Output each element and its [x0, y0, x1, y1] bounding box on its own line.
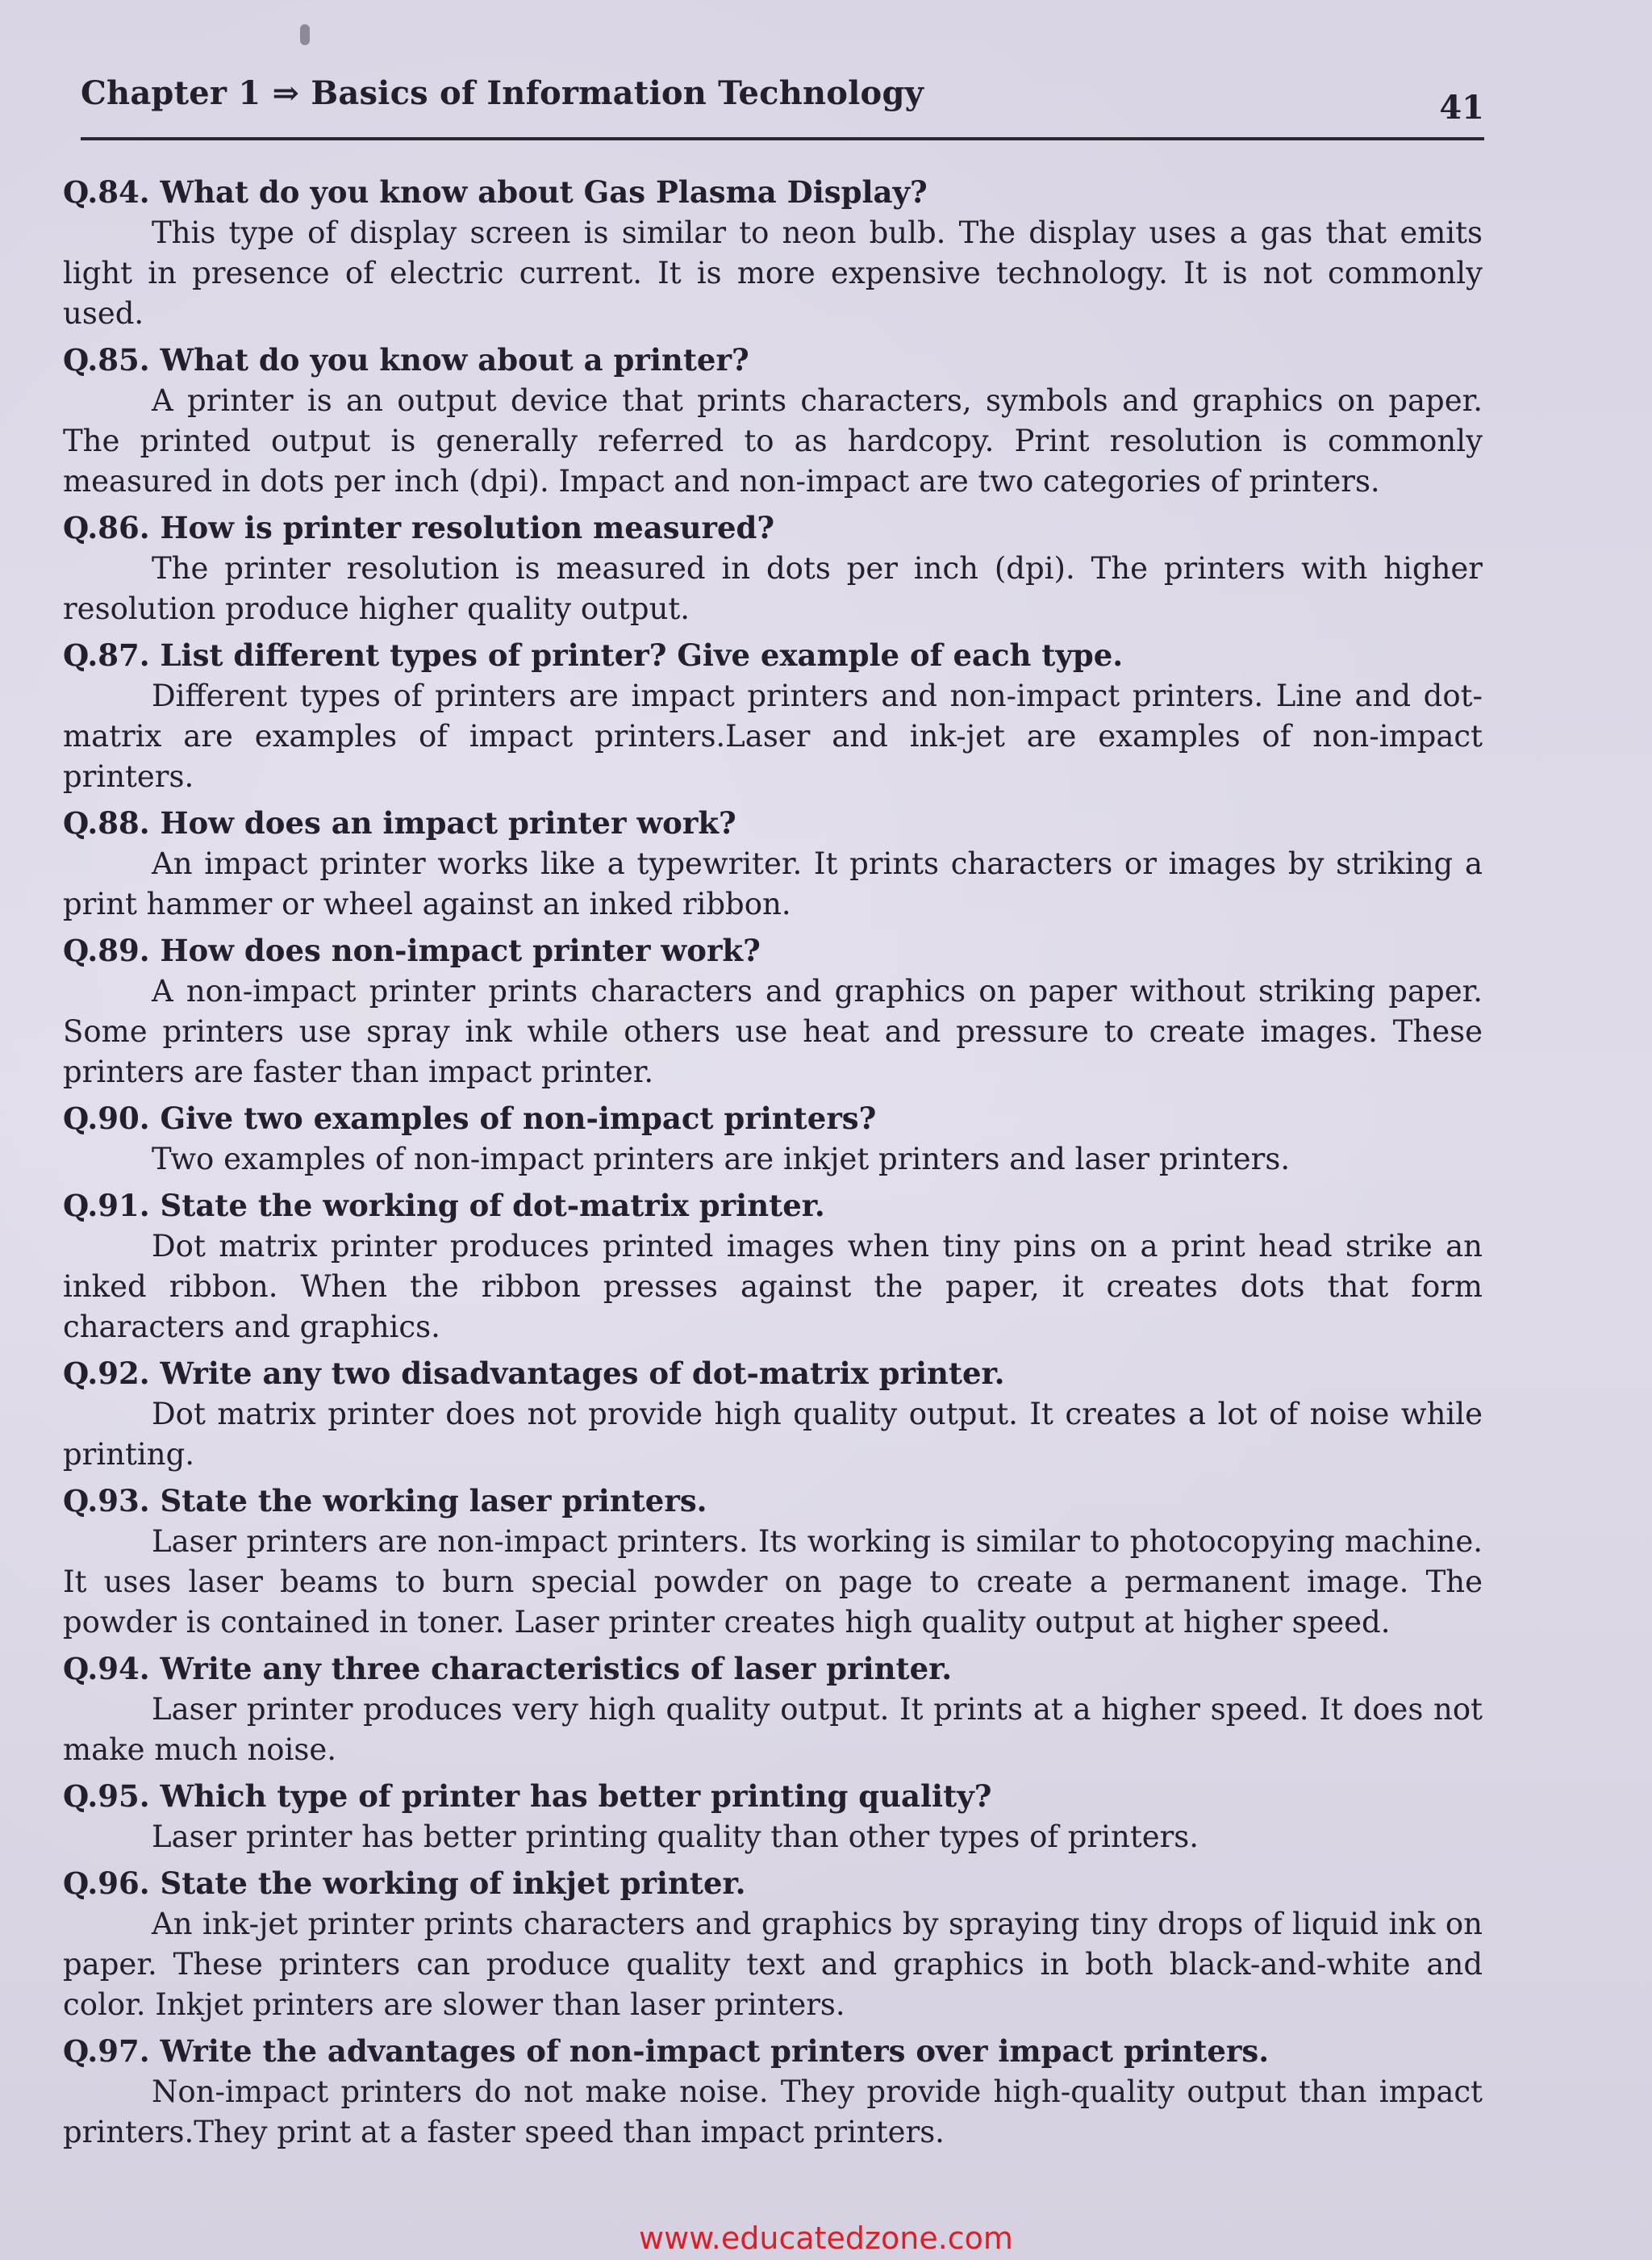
question: Q.97. Write the advantages of non-impact printers over impact printers.: [63, 2033, 1270, 2069]
qa-item: [63, 339, 1483, 502]
chapter-title: Chapter 1 ⇒ Basics of Information Technology: [81, 74, 924, 112]
question: Q.89. How does non-impact printer work?: [63, 933, 761, 968]
answer: Dot matrix printer produces printed images when tiny pins on a print head strike an inked ribbon. When the ribbon presses against the paper, it creates dots that form characters and graphics.: [63, 1229, 1483, 1344]
answer: The printer resolution is measured in dots per inch (dpi). The printers with higher resolution produce higher quality output.: [63, 551, 1483, 626]
qa-item: [63, 802, 1483, 925]
question: Q.92. Write any two disadvantages of dot-matrix printer.: [63, 1356, 1005, 1391]
question: Q.96. State the working of inkjet printer.: [63, 1865, 746, 1901]
qa-item: [63, 1352, 1483, 1475]
qa-item: [63, 1648, 1483, 1770]
question: Q.90. Give two examples of non-impact printers?: [63, 1101, 877, 1136]
answer: An ink-jet printer prints characters and graphics by spraying tiny drops of liquid ink on paper. These printers can produce quality text and graphics in both black-and-white and color. Inkjet printers are slower than laser printers.: [63, 1907, 1483, 2022]
question: Q.94. Write any three characteristics of laser printer.: [63, 1651, 953, 1686]
answer: An impact printer works like a typewriter. It prints characters or images by striking a print hammer or wheel against an inked ribbon.: [63, 846, 1483, 921]
answer: Laser printer has better printing quality than other types of printers.: [152, 1819, 1199, 1854]
question: Q.88. How does an impact printer work?: [63, 805, 736, 841]
qa-item: [63, 2030, 1483, 2153]
qa-item: [63, 1184, 1483, 1347]
page-header: [81, 74, 1484, 140]
qa-item: [63, 634, 1483, 797]
qa-item: [63, 1862, 1483, 2025]
answer: Laser printer produces very high quality output. It prints at a higher speed. It does not make much noise.: [63, 1692, 1483, 1767]
qa-item: [63, 507, 1483, 629]
page-number: 41: [1439, 89, 1484, 127]
qa-item: [63, 171, 1483, 334]
question: Q.87. List different types of printer? Give example of each type.: [63, 637, 1124, 673]
qa-item: [63, 929, 1483, 1092]
print-smudge: [300, 24, 310, 45]
qa-item: [63, 1480, 1483, 1643]
question: Q.85. What do you know about a printer?: [63, 342, 749, 378]
answer: A printer is an output device that prints characters, symbols and graphics on paper. The printed output is generally referred to as hardcopy. Print resolution is commonly measured in dots per inch (dpi). Impact and non-impact are two categories of printers.: [63, 383, 1483, 499]
qa-list: [63, 171, 1483, 2158]
answer: Non-impact printers do not make noise. They provide high-quality output than impact printers.They print at a faster speed than impact printers.: [63, 2074, 1483, 2149]
answer: A non-impact printer prints characters and graphics on paper without striking paper. Some printers use spray ink while others use heat and pressure to create images. These printers are faster than impact printer.: [63, 974, 1483, 1089]
question: Q.93. State the working laser printers.: [63, 1483, 707, 1519]
answer: This type of display screen is similar to neon bulb. The display uses a gas that emits light in presence of electric current. It is more expensive technology. It is not commonly used.: [63, 215, 1483, 331]
answer: Laser printers are non-impact printers. Its working is similar to photocopying machine. It uses laser beams to burn special powder on page to create a permanent image. The powder is contained in toner. Laser printer creates high quality output at higher speed.: [63, 1524, 1483, 1640]
qa-item: [63, 1097, 1483, 1180]
question: Q.84. What do you know about Gas Plasma Display?: [63, 174, 928, 210]
answer: Dot matrix printer does not provide high quality output. It creates a lot of noise while printing.: [63, 1397, 1483, 1472]
website-link[interactable]: www.educatedzone.com: [639, 2220, 1013, 2256]
answer: Different types of printers are impact printers and non-impact printers. Line and dot-matrix are examples of impact printers.Laser and ink-jet are examples of non-impact printers.: [63, 679, 1483, 794]
answer: Two examples of non-impact printers are inkjet printers and laser printers.: [152, 1142, 1291, 1176]
question: Q.86. How is printer resolution measured?: [63, 510, 775, 545]
question: Q.95. Which type of printer has better printing quality?: [63, 1778, 992, 1814]
question: Q.91. State the working of dot-matrix printer.: [63, 1188, 825, 1223]
qa-item: [63, 1775, 1483, 1857]
